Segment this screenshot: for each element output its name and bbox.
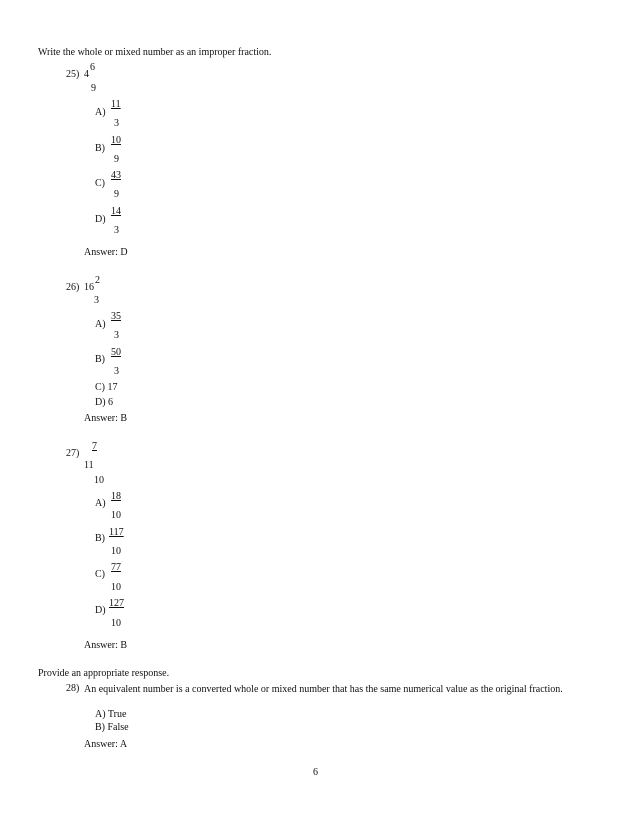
choice-a-numerator: 18 [111, 491, 121, 502]
fraction-denominator: 10 [94, 475, 104, 486]
choice-c-numerator: 77 [111, 562, 121, 573]
choice-b-label: B) [95, 354, 105, 365]
fraction-numerator: 7 [92, 441, 97, 452]
answer: Answer: B [84, 640, 128, 651]
question-text: An equivalent number is a converted whole or mixed number that has the same numerical value as the original fraction. [84, 684, 563, 695]
choice-b-denominator: 3 [114, 366, 119, 377]
choice-d-denominator: 10 [111, 618, 121, 629]
choice-b: B) False [95, 722, 129, 733]
choice-c: C) 17 [95, 382, 118, 393]
choice-a-label: A) [95, 107, 106, 118]
choice-c-label: C) [95, 178, 105, 189]
choice-a-numerator: 11 [111, 99, 121, 110]
choice-a-denominator: 3 [114, 118, 119, 129]
choice-b-numerator: 117 [109, 527, 124, 538]
choice-b-numerator: 10 [111, 135, 121, 146]
question-number: 25) [66, 69, 80, 80]
choice-a: A) True [95, 709, 127, 720]
fraction-whole: 11 [84, 460, 94, 471]
choice-b-denominator: 9 [114, 154, 119, 165]
choice-b-label: B) [95, 143, 105, 154]
choice-d-label: D) [95, 605, 106, 616]
page-number: 6 [313, 767, 318, 778]
section-instruction: Provide an appropriate response. [38, 668, 170, 679]
choice-b-denominator: 10 [111, 546, 121, 557]
answer: Answer: B [84, 413, 128, 424]
mixed-denominator: 9 [91, 83, 96, 94]
mixed-numerator: 2 [95, 275, 100, 286]
choice-d-label: D) [95, 214, 106, 225]
question-number: 28) [66, 683, 80, 694]
choice-c-label: C) [95, 569, 105, 580]
mixed-whole: 16 [84, 282, 94, 293]
mixed-numerator: 6 [90, 62, 95, 73]
choice-b-numerator: 50 [111, 347, 121, 358]
choice-c-denominator: 10 [111, 582, 121, 593]
choice-a-label: A) [95, 498, 106, 509]
choice-c-numerator: 43 [111, 170, 121, 181]
choice-d-numerator: 14 [111, 206, 121, 217]
mixed-whole: 4 [84, 69, 89, 80]
choice-d-denominator: 3 [114, 225, 119, 236]
question-number: 26) [66, 282, 80, 293]
choice-d-numerator: 127 [109, 598, 124, 609]
choice-a-denominator: 3 [114, 330, 119, 341]
choice-a-label: A) [95, 319, 106, 330]
choice-a-numerator: 35 [111, 311, 121, 322]
choice-b-label: B) [95, 533, 105, 544]
choice-c-denominator: 9 [114, 189, 119, 200]
choice-a-denominator: 10 [111, 510, 121, 521]
answer: Answer: A [84, 739, 128, 750]
section-instruction: Write the whole or mixed number as an improper fraction. [38, 47, 272, 58]
question-number: 27) [66, 448, 80, 459]
mixed-denominator: 3 [94, 295, 99, 306]
choice-d: D) 6 [95, 397, 114, 408]
answer: Answer: D [84, 247, 128, 258]
